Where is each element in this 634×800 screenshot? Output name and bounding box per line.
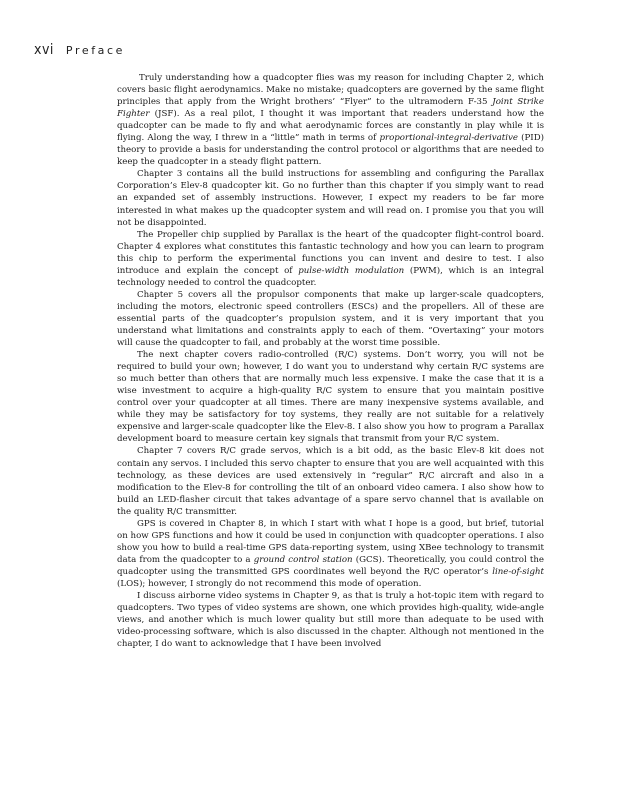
- text-run: Chapter 5 covers all the propulsor components that make up larger-scale quadcopters, including the motors, electronic speed controllers (ESCs) and the propellers. All of these are essential parts of the quadcopter’s propulsion system, and it is very important that you understand what limitations and constraints apply to each of them. “Overtaxing” your motors will cause the quadcopter to fail, and probably at the worst time possible.: [117, 289, 544, 349]
- text-run: I discuss airborne video systems in Chapter 9, as that is truly a hot-topic item with regard to quadcopters. Two types of video systems are shown, one which provides high-quality, wide-angle views, and another which is much lower quality but still more than adequate to be used with video-processing software, which is also discussed in the chapter. Although not mentioned in the chapter, I do want to acknowledge that I have been involved: [117, 591, 544, 650]
- text-run: (PWM), which is an integral technology needed to control the quadcopter.: [117, 265, 544, 288]
- body-paragraph: [117, 349, 544, 445]
- text-run: (LOS); however, I strongly do not recommend this mode of operation.: [117, 578, 422, 589]
- body-paragraph: [117, 289, 544, 349]
- text-run: Truly understanding how a quadcopter flies was my reason for including Chapter 2, which covers basic flight aerodynamics. Make no mistake; quadcopters are governed by the same flight principles that apply from the Wright brothers’ “Flyer” to the ultramodern F-35: [117, 73, 544, 108]
- text-run: (PID) theory to provide a basis for understanding the control protocol or algorithms that are needed to keep the quadcopter in a steady flight pattern.: [117, 133, 544, 168]
- italic-term: ground control station: [253, 554, 353, 565]
- italic-term: pulse-width modulation: [298, 265, 405, 276]
- text-run: Chapter 3 contains all the build instructions for assembling and configuring the Parallax Corporation’s Elev-8 quadcopter kit. Go no further than this chapter if you simply want to read an expanded set of assembly instructions. However, I expect my readers to be far more interested in what makes up the quadcopter system and will read on. I promise you that you will not be disappointed.: [117, 169, 544, 228]
- body-paragraph: [117, 445, 544, 517]
- body-paragraph: [117, 518, 544, 590]
- text-run: (JSF). As a real pilot, I thought it was important that readers understand how the quadcopter can be made to fly and what aerodynamic forces are constantly in play while it is flying. Along the way, I threw in a “little” math in terms of: [117, 109, 544, 144]
- italic-term: line-of-sight: [492, 566, 544, 577]
- text-run: (GCS). Theoretically, you could control the quadcopter using the transmitted GPS coordinates well beyond the R/C operator’s: [117, 554, 545, 577]
- body-text: [117, 72, 544, 650]
- body-paragraph: [117, 229, 544, 289]
- text-run: The Propeller chip supplied by Parallax is the heart of the quadcopter flight-control board. Chapter 4 explores what constitutes this fantastic technology and how you can learn to program this chip to perform the experimental functions you can invent and desire to test. I also introduce and explain the concept of: [117, 229, 544, 276]
- body-paragraph: [117, 168, 544, 228]
- body-paragraph: [117, 72, 544, 168]
- italic-term: Joint Strike Fighter: [117, 97, 544, 120]
- page-header: [34, 42, 125, 58]
- running-section-title: Preface: [65, 44, 126, 57]
- text-run: GPS is covered in Chapter 8, in which I start with what I hope is a good, but brief, tutorial on how GPS functions and how it could be used in conjunction with quadcopter operations. I also show you how to build a real-time GPS data-reporting system, using XBee technology to transmit data from the quadcopter to a: [117, 518, 544, 565]
- page-number: xvi: [34, 42, 54, 58]
- text-run: The next chapter covers radio-controlled (R/C) systems. Don’t worry, you will not be required to build your own; however, I do want you to understand why certain R/C systems are so much better than others that are normally much less expensive. I make the case that it is a wise investment to acquire a high-quality R/C system to ensure that you maintain positive control over your quadcopter at all times. There are many inexpensive systems available, and while they may be satisfactory for toy systems, they really are not suitable for a relatively expensive and larger-scale quadcopter like the Elev-8. I also show you how to program a Parallax development board to measure certain key signals that transmit from your R/C system.: [117, 350, 544, 445]
- italic-term: proportional-integral-derivative: [379, 133, 518, 144]
- body-paragraph: [117, 590, 544, 650]
- text-run: Chapter 7 covers R/C grade servos, which is a bit odd, as the basic Elev-8 kit does not contain any servos. I included this servo chapter to ensure that you are well acquainted with this technology, as these devices are used extensively in “regular” R/C aircraft and also in a modification to the Elev-8 for controlling the tilt of an onboard video camera. I also show how to build an LED-flasher circuit that takes advantage of a spare servo channel that is available on the quality R/C transmitter.: [117, 446, 544, 517]
